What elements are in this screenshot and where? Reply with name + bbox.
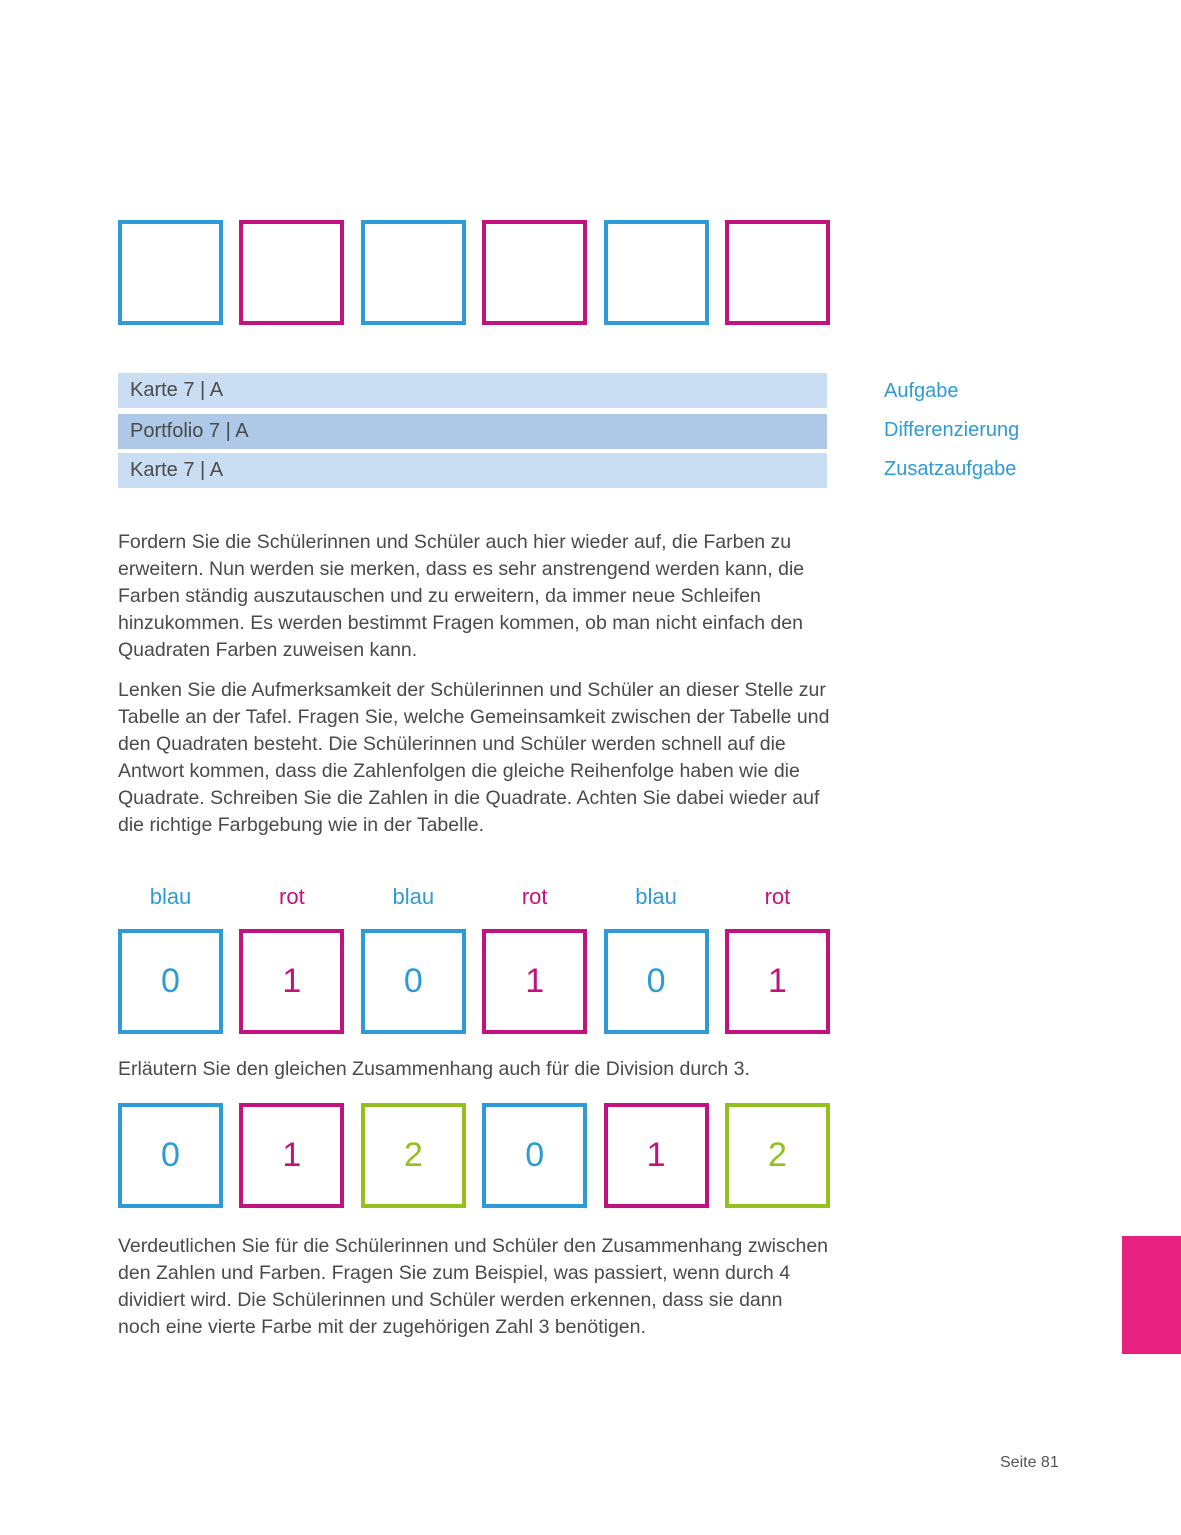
reference-bar-zusatzaufgabe <box>118 453 827 488</box>
chapter-tab-marker <box>1122 1236 1181 1354</box>
number-square: 1 <box>239 1103 344 1208</box>
number-square: 0 <box>118 929 223 1034</box>
number-square: 1 <box>482 929 587 1034</box>
empty-square-red <box>239 220 344 325</box>
empty-square-blue <box>118 220 223 325</box>
page-number: Seite 81 <box>1000 1454 1059 1471</box>
color-label: blau <box>149 884 192 909</box>
color-label: blau <box>635 884 677 909</box>
reference-text: Karte 7 | A <box>130 459 224 481</box>
reference-bar-differenzierung <box>118 414 827 449</box>
paragraph-division-3: Erläutern Sie den gleichen Zusammenhang auch für die Division durch 3. <box>118 1058 750 1080</box>
empty-square-blue <box>361 220 466 325</box>
empty-square-red <box>482 220 587 325</box>
number-square: 1 <box>725 929 830 1034</box>
reference-text: Portfolio 7 | A <box>130 420 249 442</box>
color-label: blau <box>392 884 435 909</box>
reference-text: Karte 7 | A <box>130 379 224 401</box>
number-square: 2 <box>361 1103 466 1208</box>
division-by-2-squares <box>118 929 830 1034</box>
number-square: 0 <box>118 1103 223 1208</box>
color-labels <box>118 884 830 910</box>
reference-bar-aufgabe <box>118 373 827 408</box>
number-square: 1 <box>604 1103 709 1208</box>
empty-square-red <box>725 220 830 325</box>
number-square: 2 <box>725 1103 830 1208</box>
empty-color-squares <box>118 220 830 325</box>
paragraph-table: Lenken Sie die Aufmerksamkeit der Schülerinnen und Schüler an dieser Stelle zur Tabelle an der Tafel. Fragen Sie, welche Gemeinsamkeit zwischen der Tabelle und den Quadraten besteht. Die Schülerinnen und Schüler werden schnell auf die Antwort kommen, dass die Zahlenfolgen die gleiche Reihenfolge haben wie die Quadrate. Schreiben Sie die Zahlen in die Quadrate. Achten Sie dabei wieder auf die richtige Farbgebung wie in der Tabelle. <box>118 679 830 836</box>
color-label: rot <box>764 884 791 909</box>
number-square: 0 <box>482 1103 587 1208</box>
number-square: 1 <box>239 929 344 1034</box>
number-square: 0 <box>361 929 466 1034</box>
side-label-differenzierung: Differenzierung <box>884 419 1020 441</box>
side-label-aufgabe: Aufgabe <box>884 380 959 402</box>
color-label: rot <box>521 884 548 909</box>
number-square: 0 <box>604 929 709 1034</box>
color-label: rot <box>279 884 305 909</box>
paragraph-intro: Fordern Sie die Schülerinnen und Schüler auch hier wieder auf, die Farben zu erweitern. Nun werden sie merken, dass es sehr anstrengend werden kann, die Farben ständig auszutauschen und zu erweitern, da immer neue Schleifen hinzukommen. Es werden bestimmt Fragen kommen, ob man nicht einfach den Quadraten Farben zuweisen kann. <box>118 531 805 661</box>
paragraph-conclusion: Verdeutlichen Sie für die Schülerinnen und Schüler den Zusammenhang zwischen den Zahlen und Farben. Fragen Sie zum Beispiel, was passiert, wenn durch 4 dividiert wird. Die Schülerinnen und Schüler werden erkennen, dass sie dann noch eine vierte Farbe mit der zugehörigen Zahl 3 benötigen. <box>118 1235 829 1338</box>
division-by-3-squares <box>118 1103 830 1208</box>
side-label-zusatzaufgabe: Zusatzaufgabe <box>884 458 1017 480</box>
empty-square-blue <box>604 220 709 325</box>
